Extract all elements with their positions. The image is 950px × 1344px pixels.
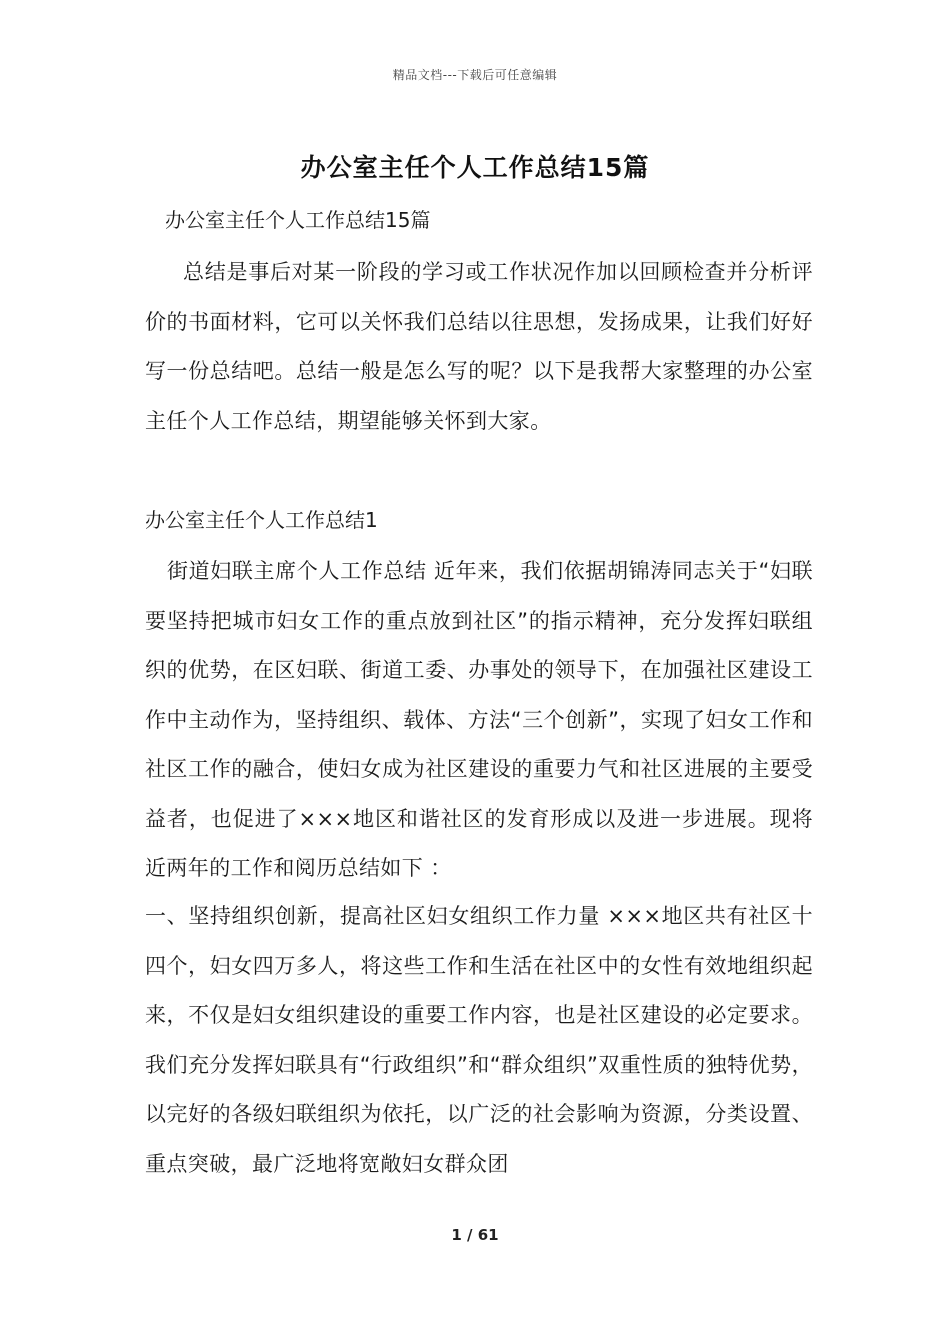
document-subtitle: 办公室主任个人工作总结15篇: [165, 208, 431, 232]
page-number: 1 / 61: [451, 1226, 499, 1244]
body-paragraph-1: 街道妇联主席个人工作总结 近年来，我们依据胡锦涛同志关于“妇联要坚持把城市妇女工作的重点放到社区”的指示精神，充分发挥妇联组织的优势，在区妇联、街道工委、办事处的领导下，在加强社区建设工作中主动作为，坚持组织、载体、方法“三个创新”，实现了妇女工作和社区工作的融合，使妇女成为社区建设的重要力气和社区进展的主要受益者，也促进了×××地区和谐社区的发育形成以及进一步进展。现将近两年的工作和阅历总结如下 ：: [145, 559, 813, 880]
header-note: 精品文档---下载后可任意编辑: [392, 68, 558, 82]
body-paragraph-2: 一、坚持组织创新，提高社区妇女组织工作力量 ×××地区共有社区十四个，妇女四万多人，将这些工作和生活在社区中的女性有效地组织起来，不仅是妇女组织建设的重要工作内容，也是社区建设的必定要求。我们充分发挥妇联具有“行政组织”和“群众组织”双重性质的独特优势，以完好的各级妇联组织为依托，以广泛的社会影响为资源，分类设置、重点突破，最广泛地将宽敞妇女群众团: [145, 904, 813, 1176]
page-title: 办公室主任个人工作总结15篇: [300, 153, 650, 182]
intro-paragraph: 总结是事后对某一阶段的学习或工作状况作加以回顾检查并分析评价的书面材料，它可以关怀我们总结以往思想，发扬成果，让我们好好写一份总结吧。总结一般是怎么写的呢？以下是我帮大家整理的办公室主任个人工作总结，期望能够关怀到大家。: [145, 260, 813, 433]
section-heading: 办公室主任个人工作总结1: [145, 508, 378, 532]
